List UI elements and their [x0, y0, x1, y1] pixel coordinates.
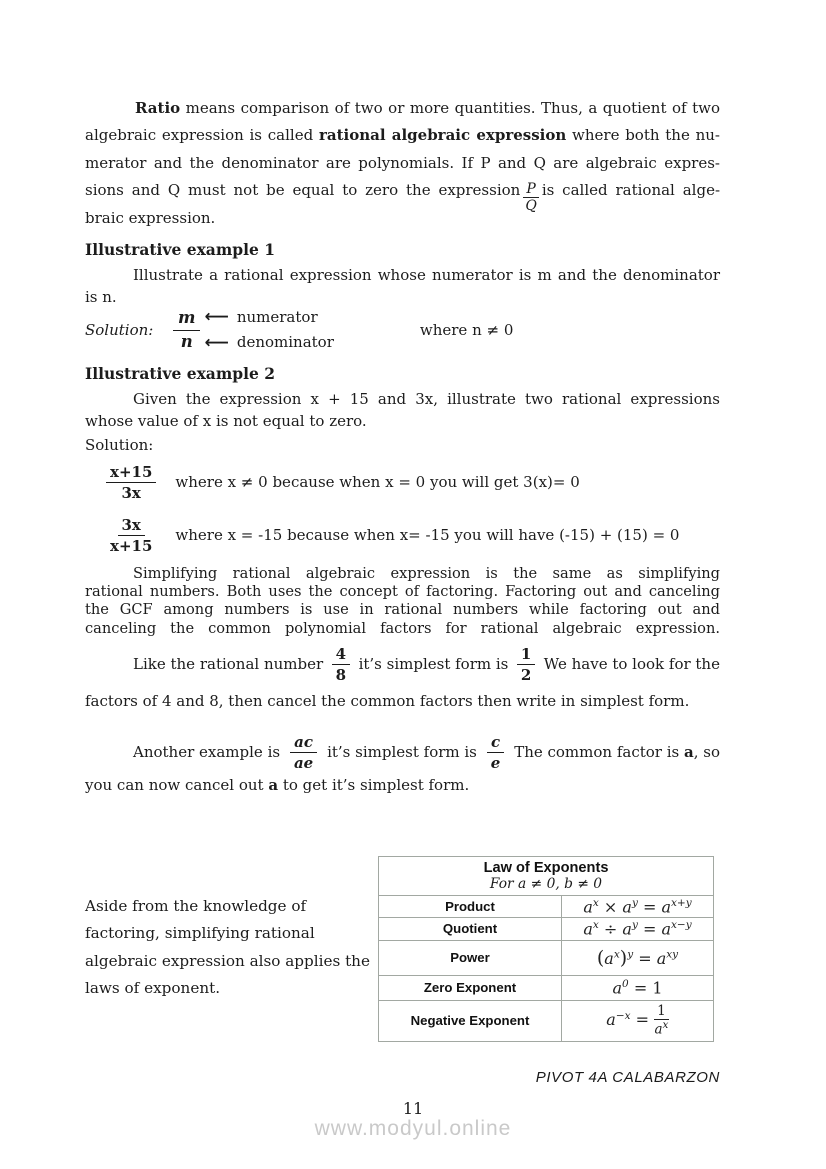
aside-line-4: laws of exponent.	[85, 978, 221, 997]
quotient-formula: $a^x \div a^y = a^{x-y}$	[562, 918, 714, 940]
intro-line-3: merator and the denominator are polynomials. If P and Q are algebraic expres-	[85, 153, 720, 172]
example2-heading: Illustrative example 2	[85, 364, 276, 383]
aside-paragraph	[85, 893, 385, 1002]
table-row	[379, 1000, 714, 1041]
table-row	[379, 940, 714, 975]
table-header	[379, 857, 714, 896]
intro-paragraph	[85, 99, 720, 236]
intro-line-5: braic expression.	[85, 208, 216, 227]
like-text-post: We have to look for the	[543, 655, 720, 673]
like-text-mid: it’s simplest form is	[358, 655, 509, 673]
m-over-n-fraction: $\frac{m}{n}$	[173, 307, 200, 354]
simplify-line-2: rational numbers. Both uses the concept of factoring. Factoring out and canceling	[85, 583, 720, 601]
example2-line-1: Given the expression x + 15 and 3x, illustrate two rational expressions	[133, 390, 720, 408]
product-formula: $a^x \times a^y = a^{x+y}$	[562, 896, 714, 918]
table-row	[379, 918, 714, 940]
intro-line-1: Ratio means comparison of two or more quantities. Thus, a quotient of two	[135, 99, 720, 117]
solution-label: Solution:	[85, 321, 154, 339]
aside-line-1: Aside from the knowledge of	[85, 897, 307, 915]
example2-paragraph	[85, 390, 720, 433]
four-eighths-fraction: $\frac{4}{8}$	[332, 645, 350, 684]
quotient-label: Quotient	[379, 918, 562, 940]
simplify-paragraph	[85, 565, 720, 638]
case1-fraction: $\frac{x+15}{3x}$	[106, 463, 156, 502]
another-text-post: The common factor is a, so	[514, 743, 720, 761]
left-arrow-icon: ⟵	[204, 333, 229, 353]
left-arrow-icon: ⟵	[204, 306, 229, 327]
example2-line-2: whose value of x is not equal to zero.	[85, 411, 367, 430]
numerator-label: numerator	[236, 307, 318, 326]
fraction-part-labels	[237, 305, 334, 356]
aside-line-3: algebraic expression also applies the	[85, 951, 370, 970]
another-sentence-line2: you can now cancel out a to get it’s simplest form.	[85, 776, 470, 794]
intro-line-4: sions and Q must not be equal to zero the expression $\frac{P}{Q}$ is called rational alge-	[85, 180, 721, 214]
fraction-arrows	[204, 304, 228, 357]
product-label: Product	[379, 896, 562, 918]
condition-text: where n ≠ 0	[419, 321, 514, 339]
another-text-pre: Another example is	[133, 743, 281, 761]
example1-solution	[85, 300, 720, 360]
p-over-q-fraction: $\frac{P}{Q}$	[525, 180, 537, 214]
c-over-e-fraction: $\frac{c}{e}$	[487, 733, 505, 772]
example2-case1	[85, 458, 720, 506]
ac-over-ae-fraction: $\frac{ac}{ae}$	[290, 733, 317, 772]
page-number: 11	[402, 1099, 424, 1118]
case2-fraction: $\frac{3x}{x+15}$	[110, 515, 153, 555]
negative-exponent-formula: $a^{-x}$ = $\frac{1}{a^x}$	[562, 1000, 714, 1041]
one-over-a-x-fraction: $\frac{1}{a^x}$	[654, 1003, 669, 1038]
zero-exponent-formula: $a^0 = 1$	[562, 975, 714, 1000]
example2-solution-label: Solution:	[85, 436, 154, 454]
simplify-line-4: canceling the common polynomial factors for rational algebraic expression.	[85, 619, 720, 637]
another-sentence	[85, 728, 720, 776]
another-text-mid: it’s simplest form is	[327, 743, 477, 761]
imprint-text: PIVOT 4A CALABARZON	[535, 1069, 720, 1086]
table-subtitle: For a ≠ 0, b ≠ 0	[489, 876, 603, 892]
power-label: Power	[379, 940, 562, 975]
like-sentence-line2: factors of 4 and 8, then cancel the common factors then write in simplest form.	[85, 692, 690, 710]
example1-line-2: is n.	[85, 287, 117, 306]
table-title: Law of Exponents	[483, 860, 609, 876]
case2-condition: where x = -15 because when x= -15 you will have (-15) + (15) = 0	[175, 526, 680, 544]
zero-exponent-label: Zero Exponent	[379, 975, 562, 1000]
intro-line-2: algebraic expression is called rational algebraic expression where both the nu-	[85, 126, 720, 145]
law-of-exponents-table	[378, 856, 714, 1042]
one-half-fraction: $\frac{1}{2}$	[517, 645, 535, 684]
example2-case2	[85, 511, 720, 559]
like-sentence	[85, 640, 720, 688]
example1-line-1: Illustrate a rational expression whose numerator is m and the denominator	[133, 266, 720, 284]
like-text-pre: Like the rational number	[133, 655, 324, 673]
case1-condition: where x ≠ 0 because when x = 0 you will get 3(x)= 0	[175, 473, 580, 491]
example1-heading: Illustrative example 1	[85, 240, 276, 259]
simplify-line-3: the GCF among numbers is use in rational numbers while factoring out and	[85, 601, 720, 619]
denominator-label: denominator	[236, 333, 334, 351]
table-row	[379, 896, 714, 918]
m-over-n-illustration	[173, 304, 334, 357]
aside-line-2: factoring, simplifying rational	[85, 924, 315, 943]
power-formula: $(a^x)^y = a^{xy}$	[562, 940, 714, 975]
watermark-url: www.modyul.online	[314, 1117, 512, 1140]
simplify-line-1: Simplifying rational algebraic expression is the same as simplifying	[133, 565, 720, 582]
table-row	[379, 975, 714, 1000]
negative-exponent-label: Negative Exponent	[379, 1000, 562, 1041]
